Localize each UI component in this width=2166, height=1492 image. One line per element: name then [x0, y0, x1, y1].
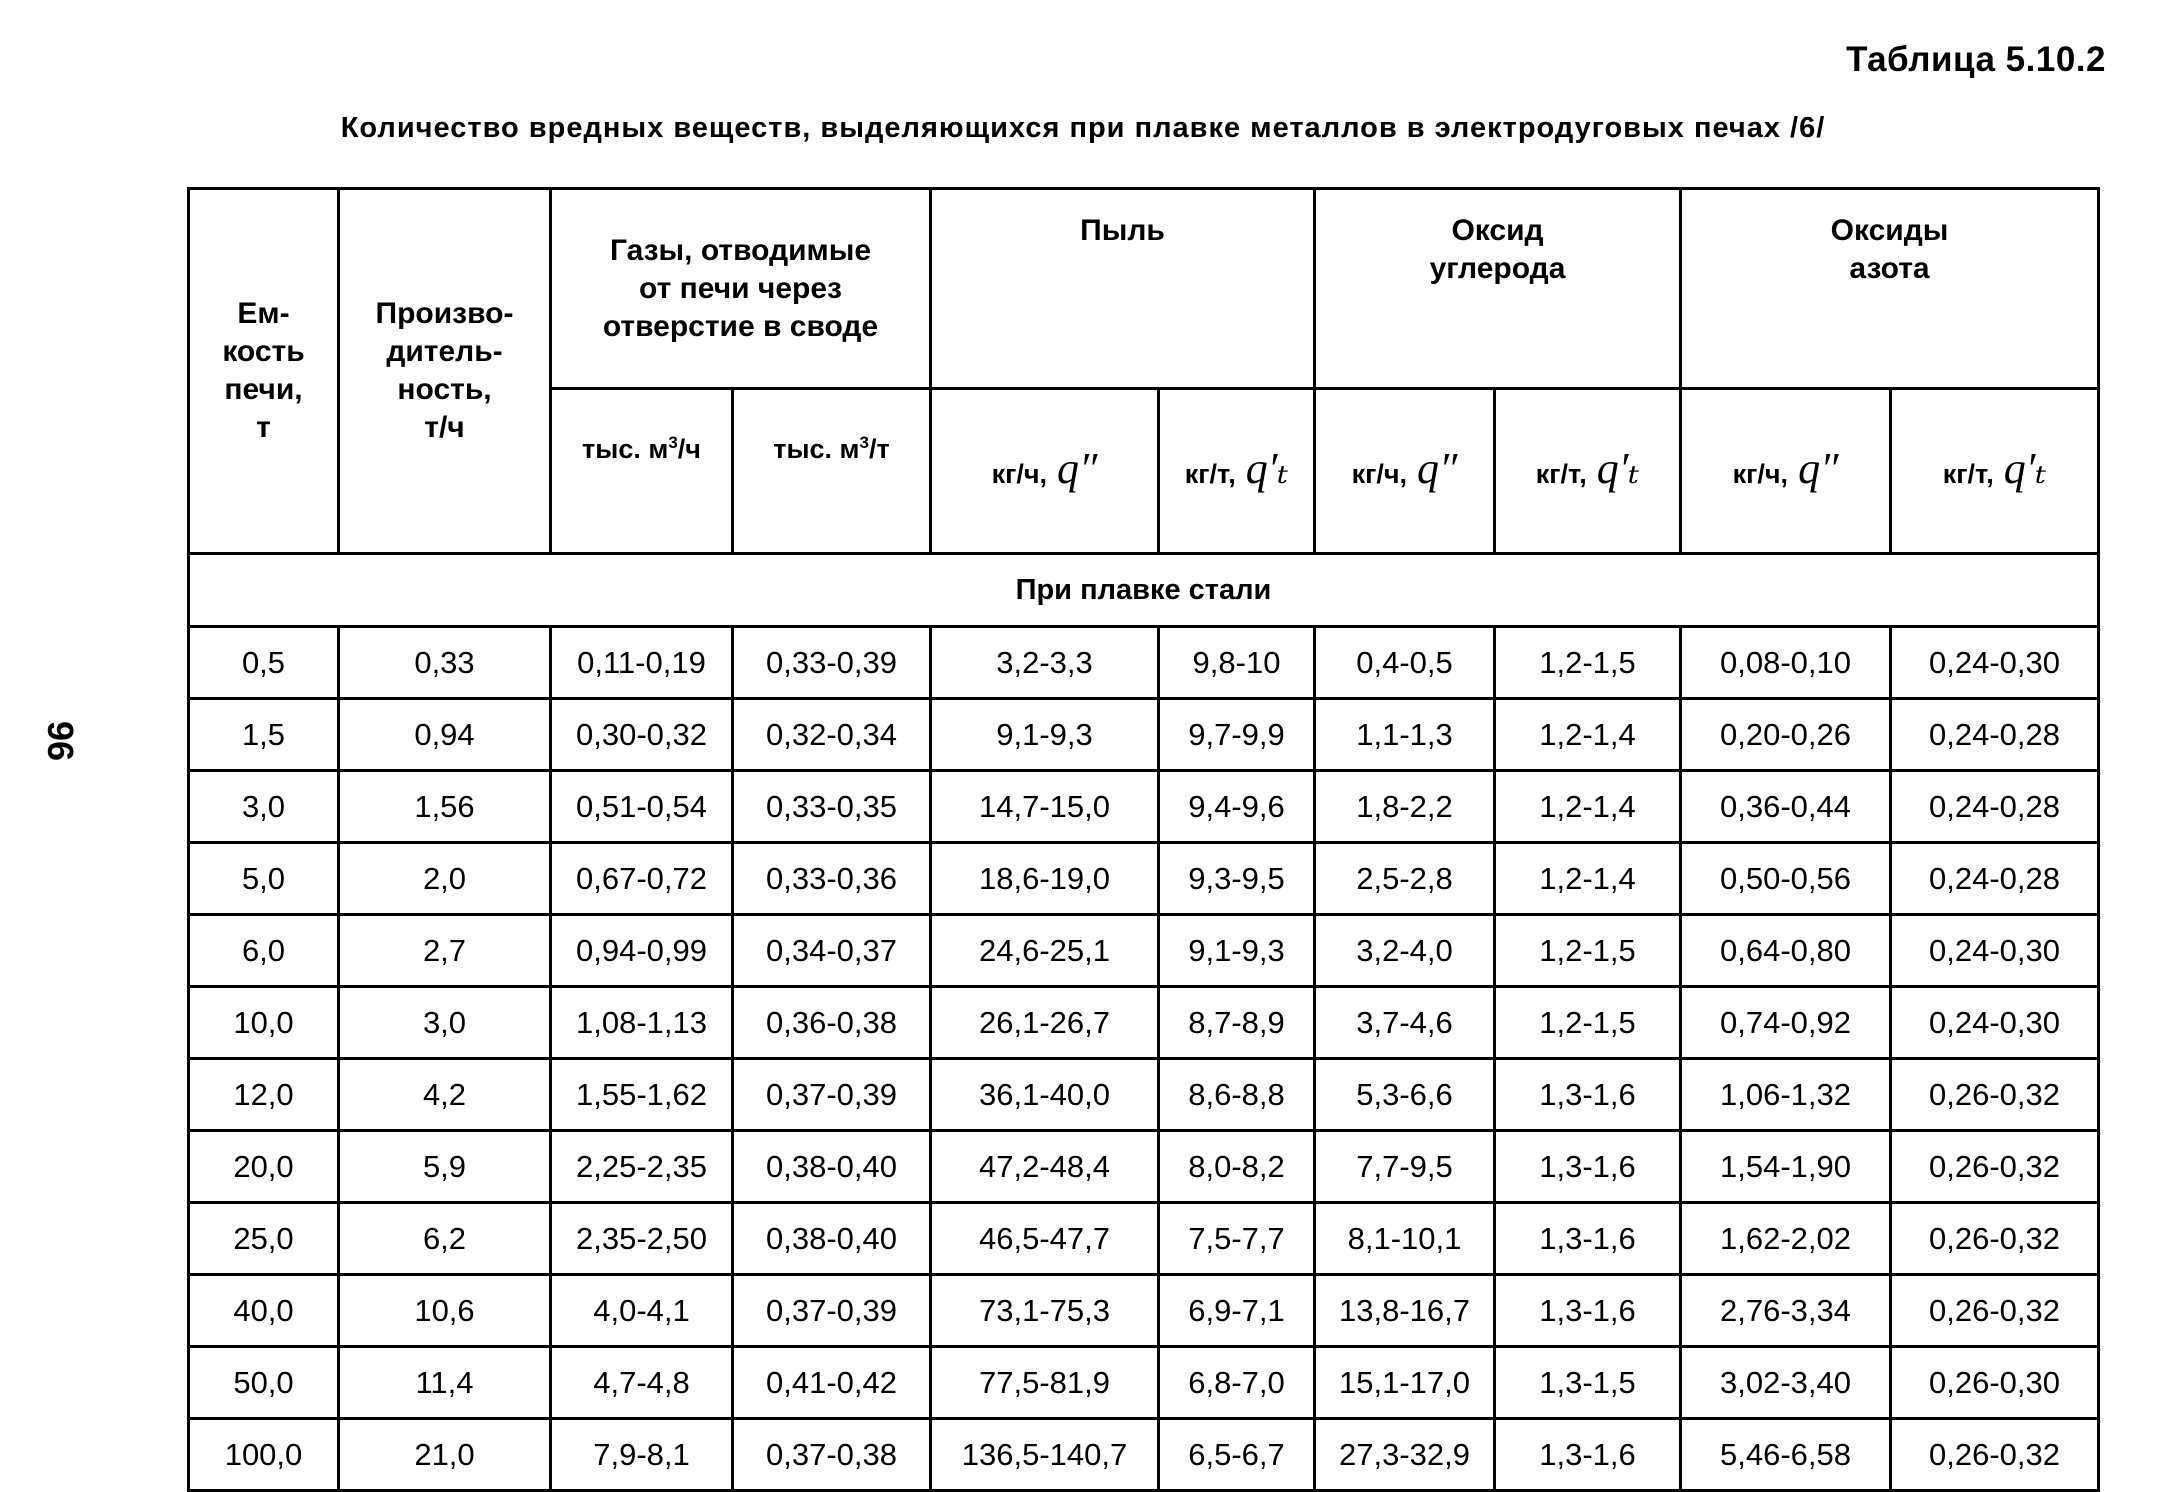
cell-dust-per-ton: 9,4-9,6 [1159, 771, 1315, 843]
table-label: Таблица 5.10.2 [1846, 40, 2106, 79]
table-row [189, 1131, 2099, 1203]
cell-dust-per-hour: 73,1-75,3 [931, 1275, 1159, 1347]
cell-gas-per-ton: 0,33-0,36 [733, 843, 931, 915]
cell-nox-per-ton: 0,26-0,32 [1891, 1419, 2099, 1491]
cell-capacity: 50,0 [189, 1347, 339, 1419]
cell-gas-per-ton: 0,36-0,38 [733, 987, 931, 1059]
cell-gas-per-hour: 0,30-0,32 [551, 699, 733, 771]
table-row [189, 627, 2099, 699]
cell-dust-per-ton: 9,8-10 [1159, 627, 1315, 699]
cell-nox-per-ton: 0,24-0,28 [1891, 699, 2099, 771]
table-row [189, 1347, 2099, 1419]
cell-co-per-hour: 5,3-6,6 [1315, 1059, 1495, 1131]
cell-co-per-ton: 1,2-1,4 [1495, 771, 1681, 843]
cell-productivity: 4,2 [339, 1059, 551, 1131]
cell-nox-per-hour: 0,20-0,26 [1681, 699, 1891, 771]
cell-co-per-hour: 27,3-32,9 [1315, 1419, 1495, 1491]
table-caption: Количество вредных веществ, выделяющихся при плавке металлов в электродуговых печах /6/ [340, 112, 1826, 144]
cell-gas-per-hour: 1,55-1,62 [551, 1059, 733, 1131]
cell-dust-per-ton: 6,8-7,0 [1159, 1347, 1315, 1419]
cell-co-per-ton: 1,3-1,6 [1495, 1131, 1681, 1203]
cell-productivity: 6,2 [339, 1203, 551, 1275]
cell-productivity: 21,0 [339, 1419, 551, 1491]
cell-capacity: 6,0 [189, 915, 339, 987]
cell-dust-per-ton: 9,3-9,5 [1159, 843, 1315, 915]
cell-gas-per-ton: 0,37-0,38 [733, 1419, 931, 1491]
cell-gas-per-hour: 4,7-4,8 [551, 1347, 733, 1419]
cell-nox-per-ton: 0,24-0,28 [1891, 771, 2099, 843]
cell-dust-per-ton: 9,1-9,3 [1159, 915, 1315, 987]
cell-capacity: 0,5 [189, 627, 339, 699]
cell-nox-per-hour: 1,62-2,02 [1681, 1203, 1891, 1275]
cell-gas-per-ton: 0,41-0,42 [733, 1347, 931, 1419]
cell-dust-per-hour: 14,7-15,0 [931, 771, 1159, 843]
cell-dust-per-ton: 9,7-9,9 [1159, 699, 1315, 771]
cell-nox-per-ton: 0,26-0,30 [1891, 1347, 2099, 1419]
subheader-co-per-ton: кг/т, q′ₜ [1495, 389, 1681, 554]
cell-dust-per-hour: 46,5-47,7 [931, 1203, 1159, 1275]
cell-co-per-hour: 2,5-2,8 [1315, 843, 1495, 915]
cell-co-per-ton: 1,3-1,6 [1495, 1419, 1681, 1491]
cell-dust-per-hour: 47,2-48,4 [931, 1131, 1159, 1203]
cell-nox-per-hour: 3,02-3,40 [1681, 1347, 1891, 1419]
cell-dust-per-ton: 6,9-7,1 [1159, 1275, 1315, 1347]
cell-co-per-ton: 1,2-1,5 [1495, 987, 1681, 1059]
subheader-dust-per-ton: кг/т, q′ₜ [1159, 389, 1315, 554]
header-productivity: Произво- дитель- ность, т/ч [339, 189, 551, 554]
cell-capacity: 1,5 [189, 699, 339, 771]
cell-gas-per-ton: 0,37-0,39 [733, 1275, 931, 1347]
subheader-nox-per-hour: кг/ч, q″ [1681, 389, 1891, 554]
header-carbon-monoxide: Оксид углерода [1315, 189, 1681, 389]
cell-capacity: 40,0 [189, 1275, 339, 1347]
header-capacity: Ем- кость печи, т [189, 189, 339, 554]
cell-gas-per-hour: 7,9-8,1 [551, 1419, 733, 1491]
subheader-dust-per-hour: кг/ч, q″ [931, 389, 1159, 554]
cell-productivity: 3,0 [339, 987, 551, 1059]
cell-co-per-ton: 1,2-1,4 [1495, 699, 1681, 771]
cell-dust-per-ton: 8,0-8,2 [1159, 1131, 1315, 1203]
cell-productivity: 2,7 [339, 915, 551, 987]
header-nitrogen-oxides: Оксиды азота [1681, 189, 2099, 389]
cell-dust-per-hour: 26,1-26,7 [931, 987, 1159, 1059]
cell-productivity: 11,4 [339, 1347, 551, 1419]
cell-dust-per-hour: 24,6-25,1 [931, 915, 1159, 987]
cell-gas-per-hour: 1,08-1,13 [551, 987, 733, 1059]
cell-gas-per-hour: 0,11-0,19 [551, 627, 733, 699]
cell-productivity: 1,56 [339, 771, 551, 843]
cell-dust-per-hour: 77,5-81,9 [931, 1347, 1159, 1419]
cell-gas-per-hour: 4,0-4,1 [551, 1275, 733, 1347]
subheader-co-per-hour: кг/ч, q″ [1315, 389, 1495, 554]
cell-capacity: 20,0 [189, 1131, 339, 1203]
cell-dust-per-ton: 8,7-8,9 [1159, 987, 1315, 1059]
cell-capacity: 3,0 [189, 771, 339, 843]
cell-co-per-hour: 0,4-0,5 [1315, 627, 1495, 699]
cell-capacity: 10,0 [189, 987, 339, 1059]
cell-gas-per-ton: 0,33-0,35 [733, 771, 931, 843]
header-row-main [189, 189, 2099, 389]
cell-gas-per-hour: 2,25-2,35 [551, 1131, 733, 1203]
cell-nox-per-hour: 0,50-0,56 [1681, 843, 1891, 915]
cell-co-per-hour: 1,8-2,2 [1315, 771, 1495, 843]
cell-gas-per-ton: 0,38-0,40 [733, 1131, 931, 1203]
cell-productivity: 0,94 [339, 699, 551, 771]
cell-gas-per-hour: 0,94-0,99 [551, 915, 733, 987]
cell-capacity: 5,0 [189, 843, 339, 915]
cell-nox-per-hour: 0,74-0,92 [1681, 987, 1891, 1059]
cell-co-per-hour: 13,8-16,7 [1315, 1275, 1495, 1347]
table-row [189, 1059, 2099, 1131]
cell-co-per-ton: 1,3-1,6 [1495, 1203, 1681, 1275]
cell-co-per-hour: 7,7-9,5 [1315, 1131, 1495, 1203]
section-row [189, 554, 2099, 627]
cell-nox-per-ton: 0,24-0,28 [1891, 843, 2099, 915]
subheader-nox-per-ton: кг/т, q′ₜ [1891, 389, 2099, 554]
cell-co-per-hour: 8,1-10,1 [1315, 1203, 1495, 1275]
cell-dust-per-hour: 3,2-3,3 [931, 627, 1159, 699]
cell-productivity: 2,0 [339, 843, 551, 915]
cell-nox-per-hour: 2,76-3,34 [1681, 1275, 1891, 1347]
table-row [189, 699, 2099, 771]
cell-nox-per-hour: 0,08-0,10 [1681, 627, 1891, 699]
cell-dust-per-hour: 18,6-19,0 [931, 843, 1159, 915]
cell-co-per-ton: 1,2-1,5 [1495, 627, 1681, 699]
cell-nox-per-ton: 0,24-0,30 [1891, 627, 2099, 699]
cell-nox-per-ton: 0,26-0,32 [1891, 1203, 2099, 1275]
cell-nox-per-ton: 0,26-0,32 [1891, 1059, 2099, 1131]
table-row [189, 1275, 2099, 1347]
cell-gas-per-hour: 0,51-0,54 [551, 771, 733, 843]
table-row [189, 771, 2099, 843]
cell-dust-per-ton: 8,6-8,8 [1159, 1059, 1315, 1131]
cell-nox-per-ton: 0,26-0,32 [1891, 1275, 2099, 1347]
cell-capacity: 12,0 [189, 1059, 339, 1131]
cell-co-per-hour: 1,1-1,3 [1315, 699, 1495, 771]
cell-dust-per-hour: 136,5-140,7 [931, 1419, 1159, 1491]
subheader-gas-per-hour: тыс. $м^3/ч$ [551, 389, 733, 554]
cell-gas-per-ton: 0,33-0,39 [733, 627, 931, 699]
cell-gas-per-ton: 0,34-0,37 [733, 915, 931, 987]
cell-nox-per-hour: 5,46-6,58 [1681, 1419, 1891, 1491]
header-dust: Пыль [931, 189, 1315, 389]
cell-gas-per-ton: 0,38-0,40 [733, 1203, 931, 1275]
cell-dust-per-hour: 36,1-40,0 [931, 1059, 1159, 1131]
emissions-table [187, 187, 2100, 1492]
cell-dust-per-ton: 6,5-6,7 [1159, 1419, 1315, 1491]
table-row [189, 915, 2099, 987]
table-row [189, 987, 2099, 1059]
cell-productivity: 0,33 [339, 627, 551, 699]
subheader-gas-per-ton: тыс. $м^3/т$ [733, 389, 931, 554]
cell-co-per-hour: 3,2-4,0 [1315, 915, 1495, 987]
cell-co-per-ton: 1,2-1,4 [1495, 843, 1681, 915]
cell-co-per-ton: 1,3-1,6 [1495, 1275, 1681, 1347]
cell-co-per-hour: 3,7-4,6 [1315, 987, 1495, 1059]
header-gases: Газы, отводимые от печи через отверстие в своде [551, 189, 931, 389]
cell-co-per-hour: 15,1-17,0 [1315, 1347, 1495, 1419]
cell-nox-per-ton: 0,26-0,32 [1891, 1131, 2099, 1203]
table-row [189, 1203, 2099, 1275]
cell-gas-per-hour: 2,35-2,50 [551, 1203, 733, 1275]
section-title: При плавке стали [189, 554, 2099, 627]
cell-productivity: 10,6 [339, 1275, 551, 1347]
cell-nox-per-hour: 0,36-0,44 [1681, 771, 1891, 843]
page-number: 96 [40, 720, 82, 762]
cell-co-per-ton: 1,3-1,5 [1495, 1347, 1681, 1419]
cell-capacity: 25,0 [189, 1203, 339, 1275]
cell-co-per-ton: 1,3-1,6 [1495, 1059, 1681, 1131]
cell-nox-per-ton: 0,24-0,30 [1891, 987, 2099, 1059]
table-row [189, 1419, 2099, 1491]
cell-nox-per-hour: 0,64-0,80 [1681, 915, 1891, 987]
cell-dust-per-ton: 7,5-7,7 [1159, 1203, 1315, 1275]
cell-gas-per-hour: 0,67-0,72 [551, 843, 733, 915]
cell-nox-per-hour: 1,06-1,32 [1681, 1059, 1891, 1131]
cell-co-per-ton: 1,2-1,5 [1495, 915, 1681, 987]
cell-productivity: 5,9 [339, 1131, 551, 1203]
cell-gas-per-ton: 0,37-0,39 [733, 1059, 931, 1131]
cell-nox-per-ton: 0,24-0,30 [1891, 915, 2099, 987]
cell-gas-per-ton: 0,32-0,34 [733, 699, 931, 771]
cell-nox-per-hour: 1,54-1,90 [1681, 1131, 1891, 1203]
table-row [189, 843, 2099, 915]
cell-capacity: 100,0 [189, 1419, 339, 1491]
cell-dust-per-hour: 9,1-9,3 [931, 699, 1159, 771]
